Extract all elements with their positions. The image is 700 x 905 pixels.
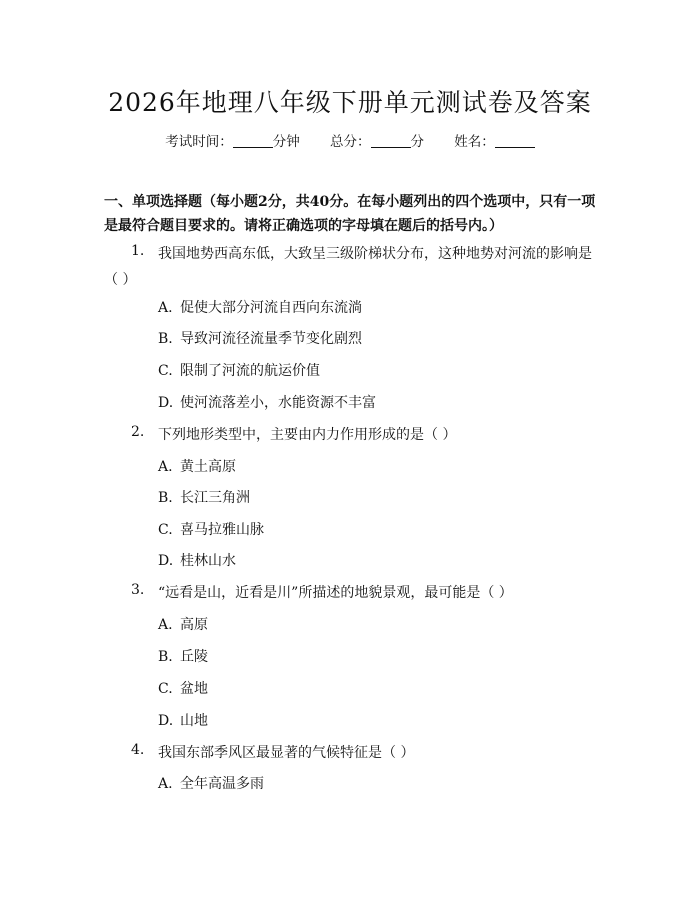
option-letter: C. bbox=[158, 522, 173, 538]
score-blank bbox=[371, 135, 411, 148]
question-text: 我国东部季风区最显著的气候特征是（ ） bbox=[158, 745, 415, 761]
name-label: 姓名： bbox=[454, 134, 495, 150]
option-letter: B. bbox=[158, 331, 173, 347]
time-unit: 分钟 bbox=[272, 134, 300, 150]
question-answer-bracket: （ ） bbox=[104, 272, 137, 288]
option-letter: A. bbox=[158, 459, 173, 475]
option-text: 盆地 bbox=[180, 681, 208, 697]
option-text: 丘陵 bbox=[180, 649, 208, 665]
time-blank bbox=[233, 135, 273, 148]
option-1b bbox=[158, 328, 362, 348]
exam-time-field bbox=[165, 134, 304, 150]
option-letter: D. bbox=[158, 713, 174, 729]
option-3d bbox=[158, 710, 208, 730]
question-number: 2. bbox=[131, 424, 145, 440]
score-unit: 分 bbox=[410, 134, 424, 150]
total-score-field bbox=[330, 134, 428, 150]
question-text: 我国地势西高东低，大致呈三级阶梯状分布，这种地势对河流的影响是 bbox=[158, 246, 592, 262]
student-name-field bbox=[454, 134, 535, 150]
option-3a bbox=[158, 614, 208, 634]
option-letter: C. bbox=[158, 681, 173, 697]
option-text: 长江三角洲 bbox=[180, 490, 250, 506]
option-letter: A. bbox=[158, 300, 173, 316]
option-2d bbox=[158, 550, 236, 570]
option-letter: D. bbox=[158, 553, 174, 569]
question-number: 1. bbox=[131, 243, 145, 259]
option-text: 使河流落差小，水能资源不丰富 bbox=[180, 395, 376, 411]
option-1c bbox=[158, 360, 320, 380]
name-blank bbox=[495, 135, 535, 148]
option-letter: D. bbox=[158, 395, 174, 411]
option-letter: A. bbox=[158, 776, 173, 792]
section-heading: 一、单项选择题（每小题2分，共40分。在每小题列出的四个选项中，只有一项是最符合题目要求的。请将正确选项的字母填在题后的括号内。） bbox=[104, 194, 596, 234]
option-text: 全年高温多雨 bbox=[180, 776, 264, 792]
option-letter: C. bbox=[158, 363, 173, 379]
option-4a bbox=[158, 773, 264, 793]
option-text: 桂林山水 bbox=[180, 553, 236, 569]
option-text: 促使大部分河流自西向东流淌 bbox=[180, 300, 362, 316]
option-3b bbox=[158, 646, 208, 666]
exam-meta-line bbox=[0, 130, 700, 150]
option-letter: B. bbox=[158, 649, 173, 665]
score-label: 总分： bbox=[330, 134, 371, 150]
option-1d bbox=[158, 392, 376, 412]
option-1a bbox=[158, 297, 362, 317]
option-text: 限制了河流的航运价值 bbox=[180, 363, 320, 379]
option-letter: B. bbox=[158, 490, 173, 506]
option-2a bbox=[158, 456, 236, 476]
time-label: 考试时间： bbox=[165, 134, 233, 150]
option-text: 高原 bbox=[180, 617, 208, 633]
question-text: “远看是山，近看是川”所描述的地貌景观，最可能是（ ） bbox=[158, 585, 513, 601]
option-text: 黄土高原 bbox=[180, 459, 236, 475]
question-number: 4. bbox=[131, 742, 145, 758]
option-2c bbox=[158, 519, 264, 539]
page-title: 2026年地理八年级下册单元测试卷及答案 bbox=[108, 88, 592, 117]
option-text: 山地 bbox=[180, 713, 208, 729]
option-letter: A. bbox=[158, 617, 173, 633]
option-2b bbox=[158, 487, 250, 507]
option-text: 导致河流径流量季节变化剧烈 bbox=[180, 331, 362, 347]
option-text: 喜马拉雅山脉 bbox=[180, 522, 264, 538]
question-text: 下列地形类型中，主要由内力作用形成的是（ ） bbox=[158, 427, 457, 443]
option-3c bbox=[158, 678, 208, 698]
question-1-continuation bbox=[104, 269, 136, 289]
question-number: 3. bbox=[131, 582, 145, 598]
